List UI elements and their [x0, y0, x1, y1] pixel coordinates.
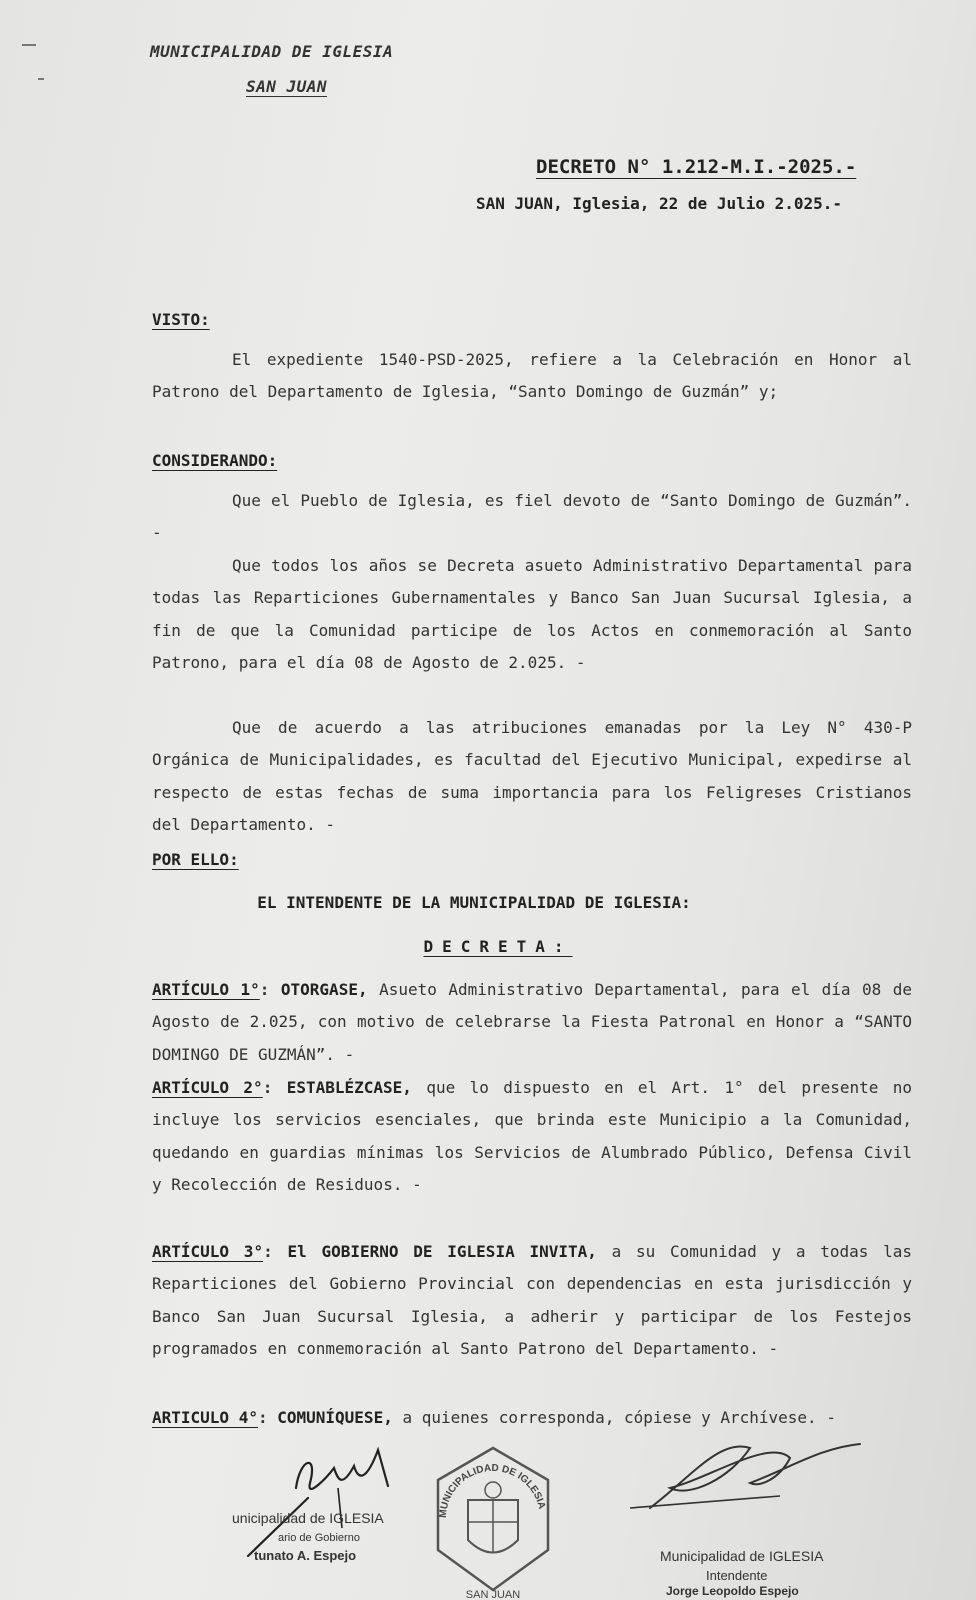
right-sig-line2: Intendente: [706, 1568, 768, 1583]
article-2: ARTÍCULO 2°: ESTABLÉZCASE, que lo dispuesto en el Art. 1° del presente no incluye los servicios esenciales, que brinda este Municipio a la Comunidad, quedando en guardias mínimas los Servicios de Alumbrado Público, Defensa Civil y Recolección de Residuos. -: [152, 1078, 913, 1195]
article-verb: El GOBIERNO DE IGLESIA INVITA,: [287, 1242, 597, 1261]
scan-mark: [22, 44, 36, 46]
decree-number: DECRETO N° 1.212-M.I.-2025.-: [536, 156, 857, 178]
article-label: ARTICULO 4°: [152, 1408, 258, 1427]
left-sig-line3: tunato A. Espejo: [254, 1548, 357, 1563]
seal-ring-text: MUNICIPALIDAD DE IGLESIA: [437, 1462, 548, 1519]
article-verb: COMUNÍQUESE,: [277, 1408, 393, 1427]
municipality-header: MUNICIPALIDAD DE IGLESIA: [150, 42, 394, 61]
visto-label: VISTO:: [152, 310, 210, 329]
left-sig-line1: unicipalidad de IGLESIA: [232, 1510, 384, 1526]
por-ello-label: POR ELLO:: [152, 850, 239, 869]
article-text: que lo dispuesto en el Art. 1° del presente no incluye los servicios esenciales, que brinda este Municipio a la Comunidad, quedando en guardias mínimas los Servicios de Alumbrado Público, Defensa Civil y Recolección de Residuos. -: [152, 1078, 913, 1195]
place-and-date: SAN JUAN, Iglesia, 22 de Julio 2.025.-: [476, 194, 843, 213]
article-label: ARTÍCULO 2°: [152, 1078, 263, 1097]
decreta-heading: DECRETA:: [423, 937, 573, 956]
article-label: ARTÍCULO 1°: [152, 980, 260, 999]
article-1: ARTÍCULO 1°: OTORGASE, Asueto Administrativo Departamental, para el día 08 de Agosto de 2.025, con motivo de celebrarse la Fiesta Patronal en Honor a “SANTO DOMINGO DE GUZMÁN”. -: [152, 980, 913, 1064]
article-text: a quienes corresponda, cópiese y Archívese. -: [402, 1408, 836, 1427]
article-4: ARTICULO 4°: COMUNÍQUESE, a quienes corresponda, cópiese y Archívese. -: [152, 1408, 836, 1427]
article-label: ARTÍCULO 3°: [152, 1242, 264, 1261]
scan-mark: [38, 78, 44, 80]
article-verb: OTORGASE,: [280, 980, 368, 999]
considerando-label: CONSIDERANDO:: [152, 451, 278, 470]
article-text: a su Comunidad y a todas las Reparticiones del Gobierno Provincial con dependencias en esta jurisdicción y Banco San Juan Sucursal Iglesia, a adherir y participar de los Festejos programados en conmemoración al Santo Patrono del Departamento. -: [152, 1242, 912, 1359]
article-verb: ESTABLÉZCASE,: [286, 1078, 412, 1097]
considerando-paragraph: Que de acuerdo a las atribuciones emanadas por la Ley N° 430-P Orgánica de Municipalidades, es facultad del Ejecutivo Municipal, expedirse al respecto de estas fechas de suma importancia para los Feligreses Cristianos del Departamento. -: [152, 718, 912, 835]
considerando-paragraph: Que todos los años se Decreta asueto Administrativo Departamental para todas las Reparticiones Gubernamentales y Banco San Juan Sucursal Iglesia, a fin de que la Comunidad participe de los Actos en conmemoración al Santo Patrono, para el día 08 de Agosto de 2.025. -: [152, 556, 912, 673]
right-signature-scribble: [630, 1418, 880, 1528]
municipal-seal: [428, 1440, 558, 1600]
province-header: SAN JUAN: [246, 77, 328, 96]
right-sig-line3: Jorge Leopoldo Espejo: [666, 1584, 799, 1598]
considerando-paragraph: Que el Pueblo de Iglesia, es fiel devoto de “Santo Domingo de Guzmán”. -: [152, 491, 912, 543]
article-text: Asueto Administrativo Departamental, para el día 08 de Agosto de 2.025, con motivo de celebrarse la Fiesta Patronal en Honor a “SANTO DOMINGO DE GUZMÁN”. -: [152, 980, 913, 1064]
right-sig-line1: Municipalidad de IGLESIA: [660, 1548, 824, 1564]
article-3: ARTÍCULO 3°: El GOBIERNO DE IGLESIA INVITA, a su Comunidad y a todas las Reparticiones del Gobierno Provincial con dependencias en esta jurisdicción y Banco San Juan Sucursal Iglesia, a adherir y participar de los Festejos programados en conmemoración al Santo Patrono del Departamento. -: [152, 1242, 912, 1359]
intendente-heading: EL INTENDENTE DE LA MUNICIPALIDAD DE IGLESIA:: [257, 893, 691, 912]
left-sig-line2: ario de Gobierno: [278, 1532, 360, 1544]
seal-bottom-text: SAN JUAN: [465, 1589, 521, 1600]
visto-text: El expediente 1540-PSD-2025, refiere a la Celebración en Honor al Patrono del Departamento de Iglesia, “Santo Domingo de Guzmán” y;: [152, 350, 912, 402]
